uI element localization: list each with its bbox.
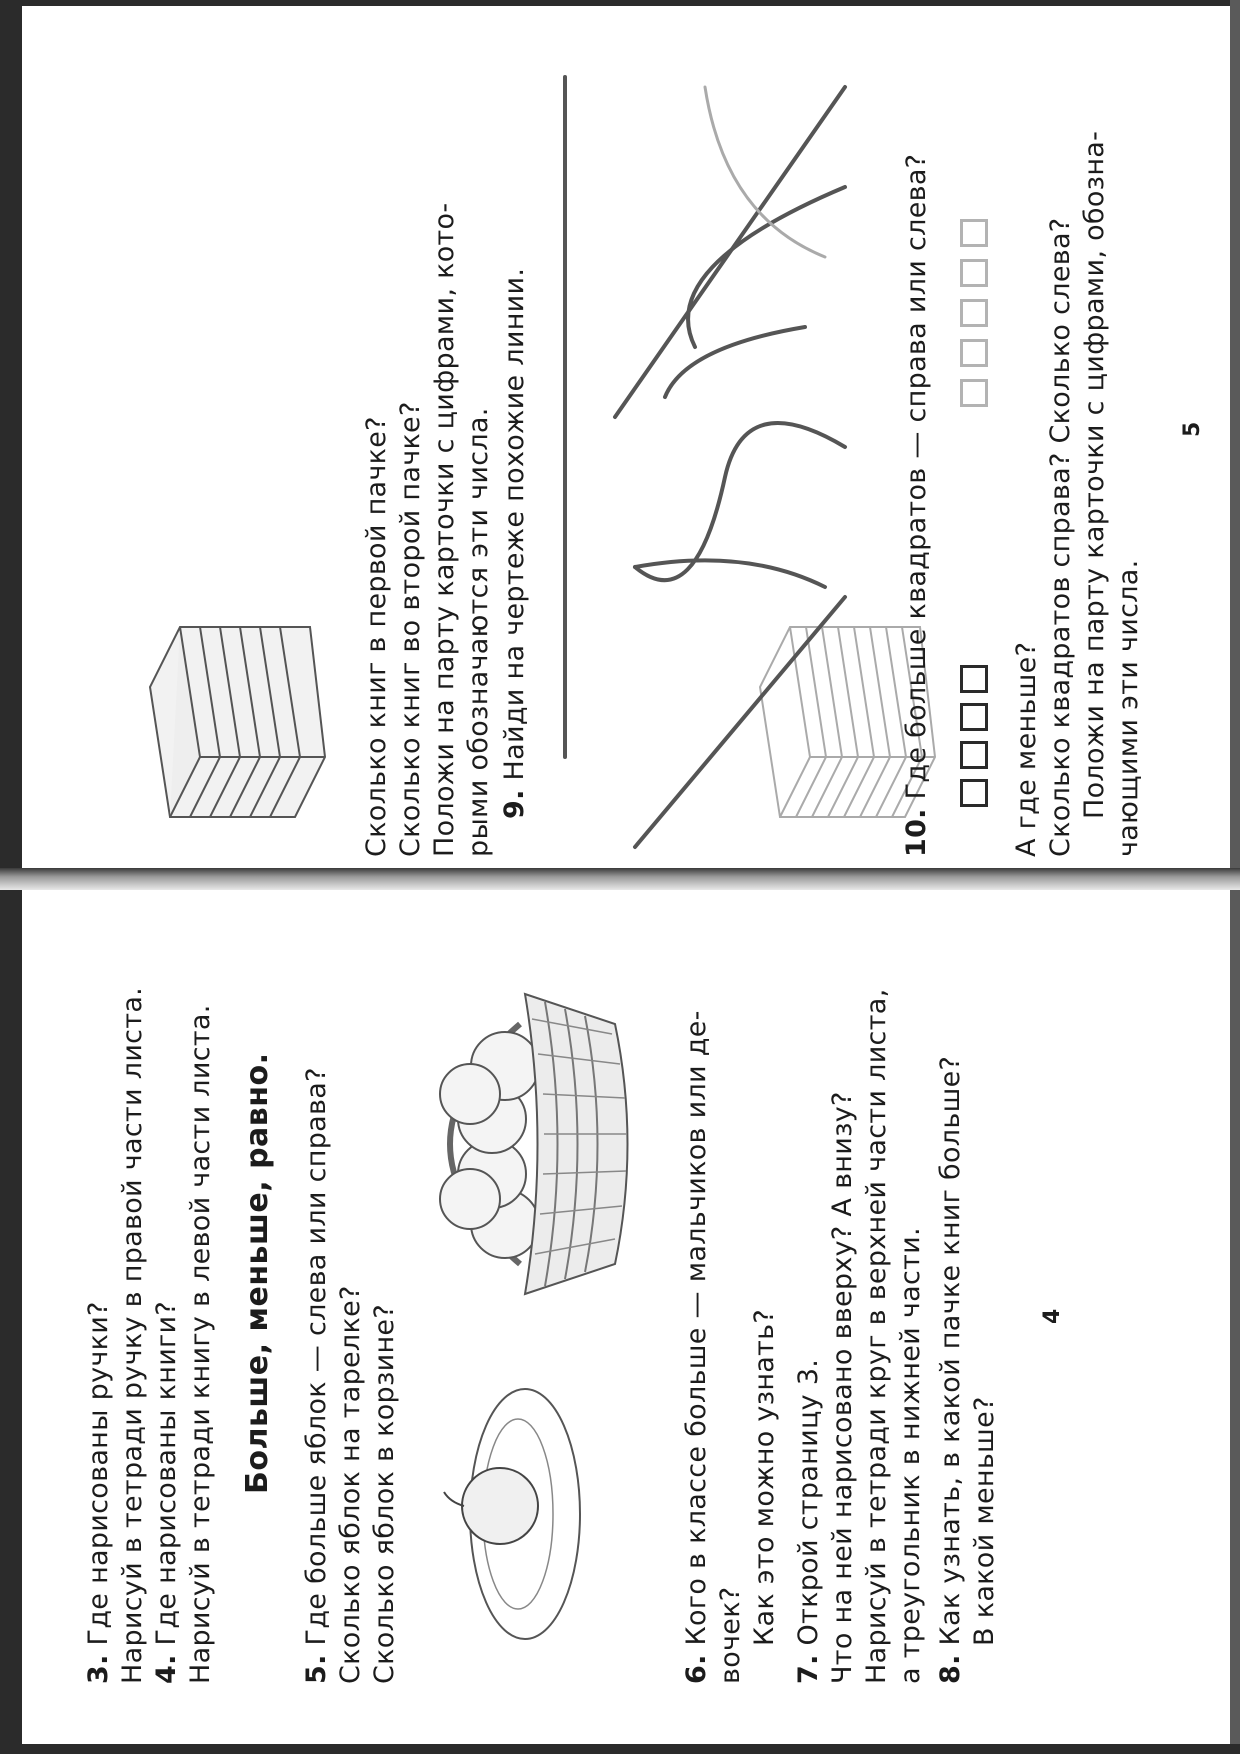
question-8: 8. Как узнать, в какой пачке книг больше? xyxy=(935,1055,966,1684)
question-10: 10. Где больше квадратов — справа или слева? xyxy=(901,153,932,857)
question-4-line2: Нарисуй в тетради книгу в левой части листа. xyxy=(185,1004,216,1684)
question-7-line3: Нарисуй в тетради круг в верхней части листа, xyxy=(861,988,892,1684)
similar-lines-drawing xyxy=(545,37,875,867)
question-4: 4. Где нарисованы книги? xyxy=(151,1300,182,1684)
question-10-line3: Сколько квадратов справа? Сколько слева? xyxy=(1045,217,1076,857)
section-heading: Больше, меньше, равно. xyxy=(240,1052,275,1494)
square xyxy=(960,379,988,407)
page-number-4: 4 xyxy=(1040,1308,1065,1324)
square xyxy=(960,741,988,769)
question-7-line2: Что на ней нарисовано вверху? А внизу? xyxy=(827,1091,858,1684)
books-question-2: Сколько книг во второй пачке? xyxy=(395,401,426,857)
question-5-line2: Сколько яблок на тарелке? xyxy=(335,1285,366,1684)
question-9: 9. Найди на чертеже похожие линии. xyxy=(499,267,530,819)
question-3: 3. Где нарисованы ручки? xyxy=(83,1301,114,1684)
square xyxy=(960,703,988,731)
square xyxy=(960,299,988,327)
books-question-3: Положи на парту карточки с цифрами, кото- xyxy=(429,202,460,857)
question-3-line2: Нарисуй в тетради ручку в правой части листа. xyxy=(117,986,148,1684)
page-4 xyxy=(0,877,1240,1754)
question-10-line2: А где меньше? xyxy=(1011,641,1042,857)
apple-on-plate-illustration xyxy=(430,1384,590,1644)
question-5: 5. Где больше яблок — слева или справа? xyxy=(301,1067,332,1684)
question-5-line3: Сколько яблок в корзине? xyxy=(369,1304,400,1684)
question-7: 7. Открой страницу 3. xyxy=(793,1358,824,1684)
books-question-1: Сколько книг в первой пачке? xyxy=(361,416,392,857)
apple-basket-illustration xyxy=(400,954,640,1334)
question-10-line4: Положи на парту карточки с цифрами, обозна- xyxy=(1079,130,1110,819)
question-7-line4: а треугольник в нижней части. xyxy=(895,1227,926,1684)
square xyxy=(960,779,988,807)
question-6-line3: Как это можно узнать? xyxy=(749,1308,780,1646)
page-number-5: 5 xyxy=(1180,421,1205,437)
square xyxy=(960,259,988,287)
question-8-line2: В какой меньше? xyxy=(969,1396,1000,1646)
question-6: 6. Кого в классе больше — мальчиков или де- xyxy=(681,1010,712,1684)
books-question-3-line2: рыми обозначаются эти числа. xyxy=(463,407,494,857)
book-stack-1-illustration xyxy=(130,607,330,837)
square xyxy=(960,665,988,693)
question-10-line5: чающими эти числа. xyxy=(1113,559,1144,857)
question-6-line2: вочек? xyxy=(715,1586,746,1684)
square xyxy=(960,339,988,367)
square xyxy=(960,219,988,247)
